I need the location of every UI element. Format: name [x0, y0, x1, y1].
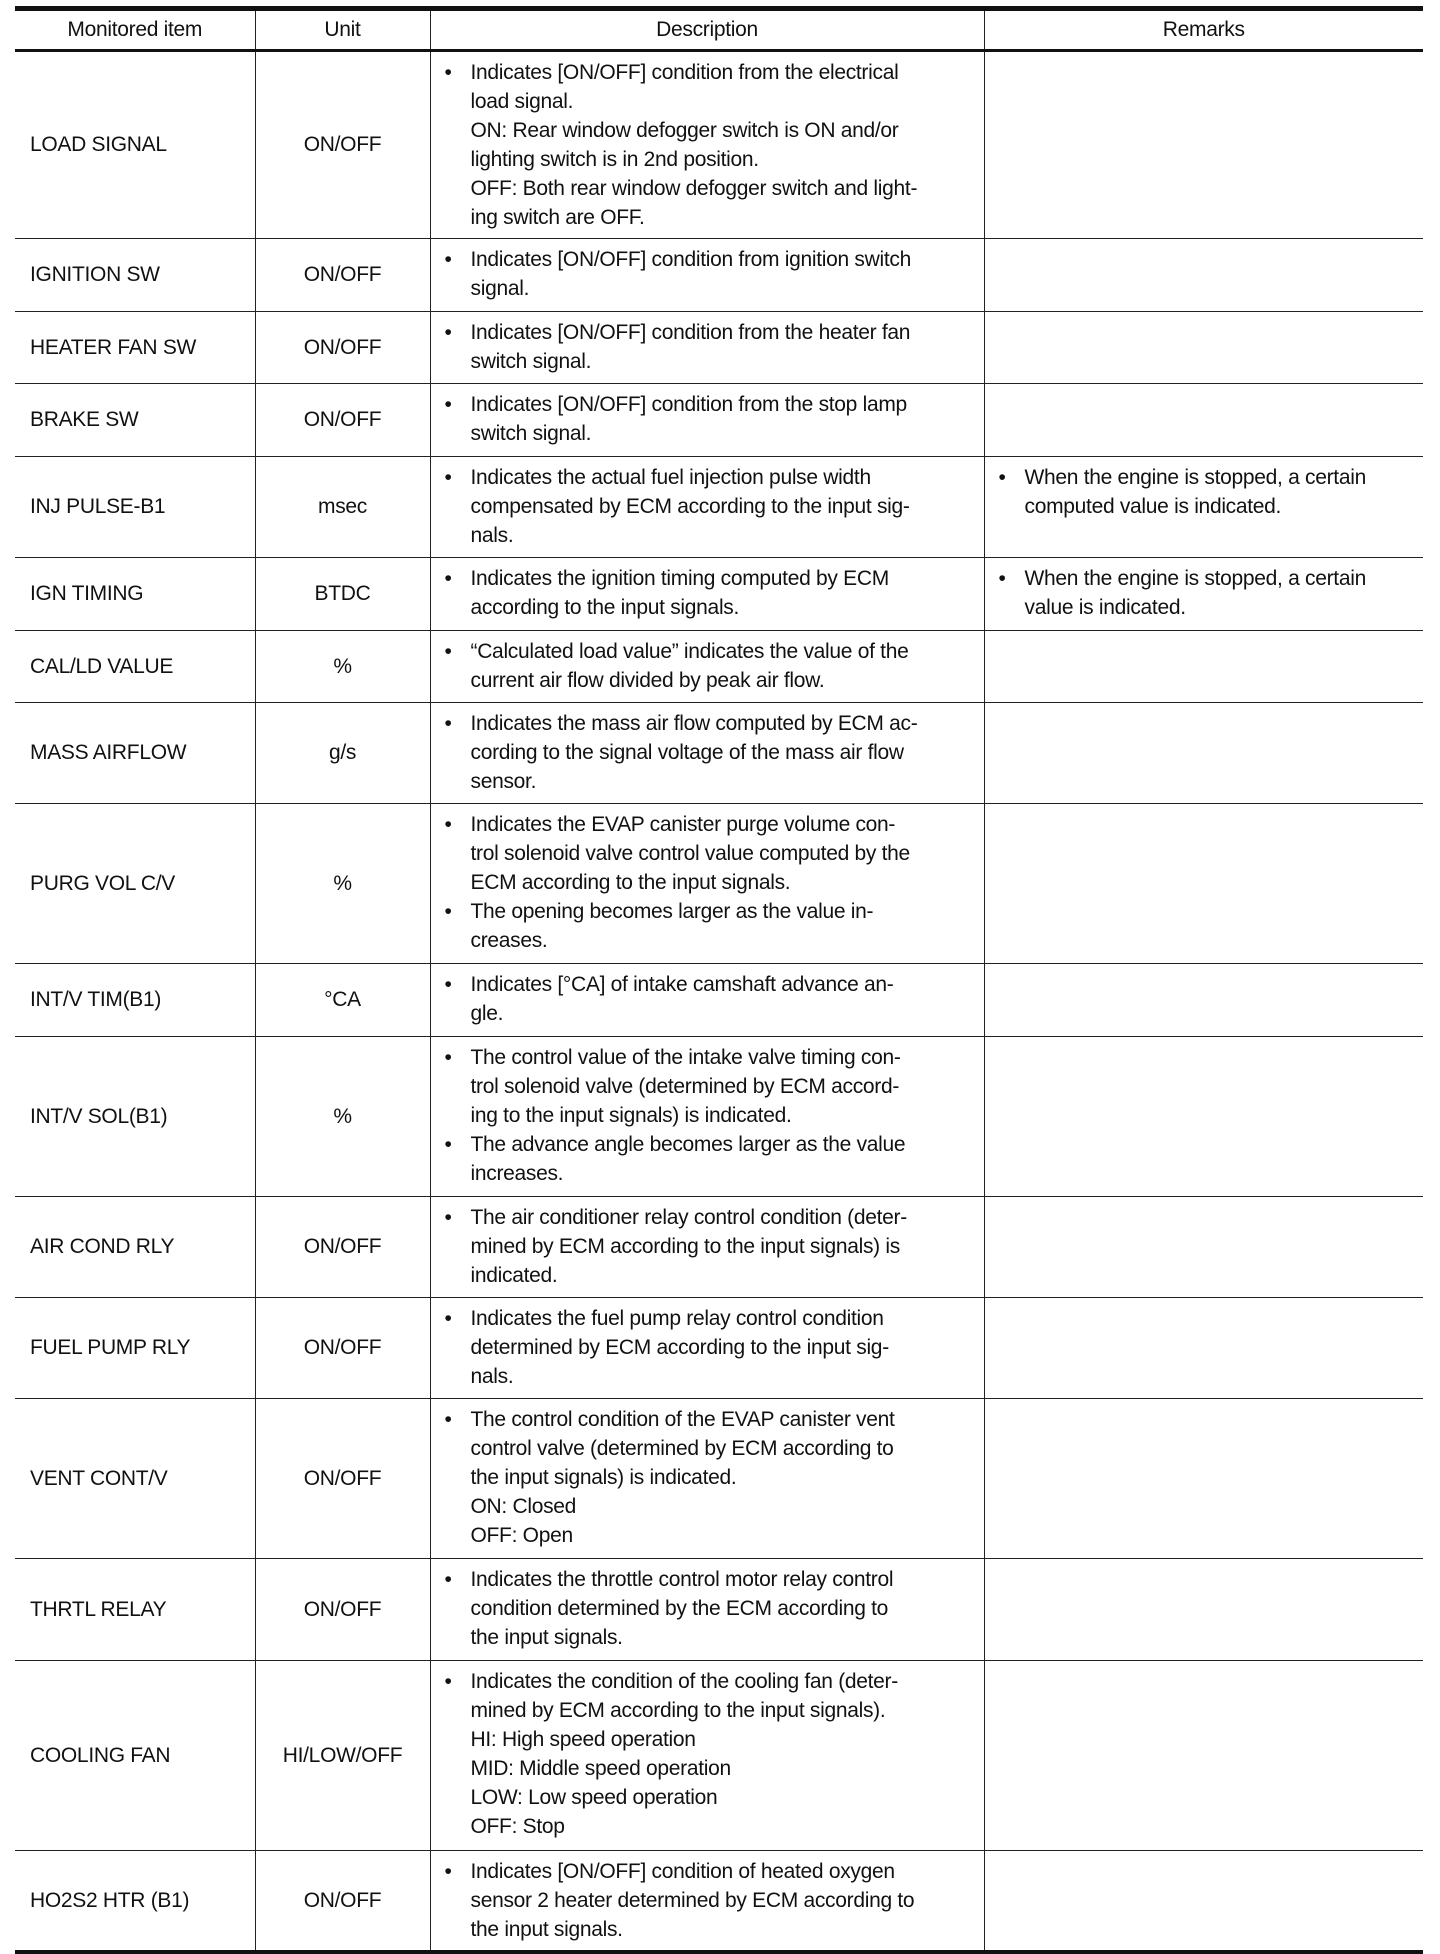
paragraph [471, 174, 976, 232]
remarks-cell [984, 964, 1423, 1037]
unit-cell: % [255, 804, 430, 964]
unit-cell: BTDC [255, 558, 430, 631]
text-line: Indicates the EVAP canister purge volume con- [470, 813, 896, 836]
text-line: signal. [470, 277, 530, 300]
bullet-icon: • [444, 393, 452, 416]
monitored-item-cell: VENT CONT/V [15, 1399, 255, 1559]
paragraph [444, 245, 976, 303]
monitored-item-cell: IGN TIMING [15, 558, 255, 631]
text-line: ing to the input signals) is indicated. [470, 1104, 792, 1127]
remarks-cell [984, 1851, 1423, 1953]
text-line: value is indicated. [1024, 596, 1186, 619]
text-line: Indicates the fuel pump relay control condition [470, 1307, 884, 1330]
bullet-icon: • [444, 1670, 452, 1693]
description-cell [430, 1399, 984, 1559]
description-cell [430, 384, 984, 457]
monitored-item-cell: FUEL PUMP RLY [15, 1298, 255, 1399]
text-line: trol solenoid valve control value computed by the [470, 842, 910, 865]
unit-cell: % [255, 631, 430, 703]
text-line: MID: Middle speed operation [470, 1757, 731, 1780]
paragraph [444, 1565, 976, 1652]
paragraph [444, 897, 976, 955]
text-line: Indicates the mass air flow computed by ECM ac- [470, 712, 918, 735]
description-cell [430, 1298, 984, 1399]
text-line: Indicates [ON/OFF] condition from the heater fan [470, 321, 911, 344]
paragraph [444, 1857, 976, 1944]
monitored-item-cell: PURG VOL C/V [15, 804, 255, 964]
table-row [15, 804, 1423, 964]
description-cell [430, 457, 984, 558]
text-line: mined by ECM according to the input signals) is [470, 1235, 900, 1258]
text-line: sensor 2 heater determined by ECM according to [470, 1889, 915, 1912]
description-cell [430, 1559, 984, 1661]
unit-cell: ON/OFF [255, 239, 430, 312]
remarks-cell [984, 239, 1423, 312]
text-line: the input signals. [470, 1918, 623, 1941]
text-line: Indicates [ON/OFF] condition from the stop lamp [470, 393, 907, 416]
text-line: The control condition of the EVAP canister vent [470, 1408, 895, 1431]
unit-cell: g/s [255, 703, 430, 804]
table-header-row [15, 9, 1423, 51]
text-line: according to the input signals. [470, 596, 740, 619]
bullet-icon: • [444, 1860, 452, 1883]
bullet-icon: • [444, 1408, 452, 1431]
paragraph [471, 1521, 976, 1550]
paragraph [444, 1667, 976, 1725]
unit-cell: HI/LOW/OFF [255, 1661, 430, 1851]
text-line: Indicates the throttle control motor relay control [470, 1568, 894, 1591]
remarks-cell [984, 1037, 1423, 1197]
description-cell [430, 1037, 984, 1197]
remarks-cell [984, 1559, 1423, 1661]
text-line: ing switch are OFF. [470, 206, 645, 229]
description-cell [430, 239, 984, 312]
text-line: cording to the signal voltage of the mass air flow [470, 741, 904, 764]
paragraph [444, 1130, 976, 1188]
text-line: The opening becomes larger as the value in- [470, 900, 874, 923]
unit-cell: ON/OFF [255, 1197, 430, 1298]
table-row [15, 1298, 1423, 1399]
paragraph [444, 1203, 976, 1290]
monitored-items-table [15, 6, 1423, 1954]
text-line: lighting switch is in 2nd position. [470, 148, 759, 171]
unit-cell: ON/OFF [255, 51, 430, 239]
monitored-item-cell: BRAKE SW [15, 384, 255, 457]
text-line: the input signals. [470, 1626, 623, 1649]
text-line: OFF: Open [470, 1524, 573, 1547]
text-line: Indicates the condition of the cooling fan (deter- [470, 1670, 898, 1693]
table-row [15, 1197, 1423, 1298]
text-line: switch signal. [470, 350, 592, 373]
monitored-item-cell: INJ PULSE-B1 [15, 457, 255, 558]
text-line: indicated. [470, 1264, 558, 1287]
description-cell [430, 51, 984, 239]
monitored-item-cell: MASS AIRFLOW [15, 703, 255, 804]
monitored-item-cell: LOAD SIGNAL [15, 51, 255, 239]
table-row [15, 703, 1423, 804]
paragraph [444, 390, 976, 448]
text-line: “Calculated load value” indicates the value of the [470, 640, 909, 663]
bullet-icon: • [444, 1206, 452, 1229]
text-line: ON: Closed [470, 1495, 577, 1518]
paragraph [444, 1043, 976, 1130]
text-line: ECM according to the input signals. [470, 871, 791, 894]
text-line: ON: Rear window defogger switch is ON and/or [470, 119, 899, 142]
bullet-icon: • [444, 1307, 452, 1330]
unit-cell: ON/OFF [255, 1399, 430, 1559]
bullet-icon: • [998, 567, 1006, 590]
monitored-item-cell: HO2S2 HTR (B1) [15, 1851, 255, 1953]
description-cell [430, 1197, 984, 1298]
table-row [15, 631, 1423, 703]
paragraph [471, 1783, 976, 1812]
unit-cell: °CA [255, 964, 430, 1037]
header-monitored-item: Monitored item [15, 9, 255, 51]
text-line: When the engine is stopped, a certain [1024, 567, 1366, 590]
text-line: mined by ECM according to the input signals). [470, 1699, 886, 1722]
paragraph [444, 318, 976, 376]
monitored-item-cell: COOLING FAN [15, 1661, 255, 1851]
paragraph [444, 463, 976, 550]
text-line: gle. [470, 1002, 504, 1025]
paragraph [998, 463, 1416, 521]
table-row [15, 1559, 1423, 1661]
bullet-icon: • [444, 640, 452, 663]
header-unit: Unit [255, 9, 430, 51]
paragraph [444, 810, 976, 897]
text-line: trol solenoid valve (determined by ECM accord- [470, 1075, 900, 1098]
text-line: creases. [470, 929, 548, 952]
table-row [15, 1851, 1423, 1953]
table-row [15, 239, 1423, 312]
monitored-item-cell: HEATER FAN SW [15, 312, 255, 384]
paragraph [444, 1304, 976, 1391]
text-line: When the engine is stopped, a certain [1024, 466, 1366, 489]
text-line: load signal. [470, 90, 574, 113]
bullet-icon: • [444, 61, 452, 84]
text-line: Indicates the actual fuel injection pulse width [470, 466, 871, 489]
unit-cell: ON/OFF [255, 1851, 430, 1953]
text-line: The advance angle becomes larger as the value [470, 1133, 906, 1156]
remarks-cell [984, 1661, 1423, 1851]
bullet-icon: • [444, 321, 452, 344]
text-line: Indicates [ON/OFF] condition from ignition switch [470, 248, 911, 271]
bullet-icon: • [444, 466, 452, 489]
description-cell [430, 1661, 984, 1851]
text-line: Indicates the ignition timing computed by ECM [470, 567, 889, 590]
paragraph [471, 1492, 976, 1521]
remarks-cell [984, 703, 1423, 804]
text-line: The air conditioner relay control condition (deter- [470, 1206, 907, 1229]
unit-cell: ON/OFF [255, 1559, 430, 1661]
remarks-cell [984, 804, 1423, 964]
header-description: Description [430, 9, 984, 51]
bullet-icon: • [444, 900, 452, 923]
bullet-icon: • [444, 813, 452, 836]
text-line: sensor. [470, 770, 537, 793]
description-cell [430, 964, 984, 1037]
paragraph [998, 564, 1416, 622]
text-line: condition determined by the ECM according to [470, 1597, 889, 1620]
monitored-item-cell: CAL/LD VALUE [15, 631, 255, 703]
bullet-icon: • [444, 1133, 452, 1156]
table-row [15, 384, 1423, 457]
paragraph [444, 58, 976, 116]
table-row [15, 51, 1423, 239]
table-row [15, 558, 1423, 631]
monitored-item-cell: AIR COND RLY [15, 1197, 255, 1298]
monitored-item-cell: INT/V TIM(B1) [15, 964, 255, 1037]
bullet-icon: • [444, 973, 452, 996]
unit-cell: ON/OFF [255, 384, 430, 457]
text-line: LOW: Low speed operation [470, 1786, 718, 1809]
table-row [15, 312, 1423, 384]
text-line: determined by ECM according to the input sig- [470, 1336, 889, 1359]
paragraph [444, 970, 976, 1028]
bullet-icon: • [998, 466, 1006, 489]
unit-cell: msec [255, 457, 430, 558]
text-line: current air flow divided by peak air flow. [470, 669, 825, 692]
monitored-item-cell: INT/V SOL(B1) [15, 1037, 255, 1197]
paragraph [471, 1725, 976, 1754]
description-cell [430, 558, 984, 631]
remarks-cell [984, 558, 1423, 631]
text-line: computed value is indicated. [1024, 495, 1282, 518]
bullet-icon: • [444, 712, 452, 735]
text-line: Indicates [°CA] of intake camshaft advance an- [470, 973, 894, 996]
bullet-icon: • [444, 1046, 452, 1069]
description-cell [430, 1851, 984, 1953]
description-cell [430, 703, 984, 804]
paragraph [444, 1405, 976, 1492]
remarks-cell [984, 631, 1423, 703]
paragraph [444, 637, 976, 695]
unit-cell: ON/OFF [255, 1298, 430, 1399]
paragraph [444, 709, 976, 796]
description-cell [430, 631, 984, 703]
paragraph [471, 116, 976, 174]
text-line: nals. [470, 1365, 514, 1388]
paragraph [471, 1812, 976, 1841]
text-line: The control value of the intake valve timing con- [470, 1046, 901, 1069]
text-line: compensated by ECM according to the input sig- [470, 495, 910, 518]
text-line: Indicates [ON/OFF] condition from the electrical [470, 61, 899, 84]
remarks-cell [984, 1197, 1423, 1298]
text-line: nals. [470, 524, 514, 547]
header-remarks: Remarks [984, 9, 1423, 51]
paragraph [444, 564, 976, 622]
text-line: OFF: Both rear window defogger switch and light- [470, 177, 918, 200]
table-row [15, 457, 1423, 558]
paragraph [471, 1754, 976, 1783]
remarks-cell [984, 384, 1423, 457]
unit-cell: % [255, 1037, 430, 1197]
text-line: increases. [470, 1162, 564, 1185]
remarks-cell [984, 1298, 1423, 1399]
text-line: Indicates [ON/OFF] condition of heated oxygen [470, 1860, 895, 1883]
table-row [15, 1399, 1423, 1559]
bullet-icon: • [444, 1568, 452, 1591]
monitored-item-cell: IGNITION SW [15, 239, 255, 312]
table-row [15, 964, 1423, 1037]
table-row [15, 1037, 1423, 1197]
bullet-icon: • [444, 248, 452, 271]
description-cell [430, 312, 984, 384]
bullet-icon: • [444, 567, 452, 590]
unit-cell: ON/OFF [255, 312, 430, 384]
table-row [15, 1661, 1423, 1851]
text-line: OFF: Stop [470, 1815, 565, 1838]
text-line: control valve (determined by ECM according to [470, 1437, 894, 1460]
monitored-item-cell: THRTL RELAY [15, 1559, 255, 1661]
remarks-cell [984, 457, 1423, 558]
description-cell [430, 804, 984, 964]
remarks-cell [984, 51, 1423, 239]
remarks-cell [984, 312, 1423, 384]
remarks-cell [984, 1399, 1423, 1559]
text-line: the input signals) is indicated. [470, 1466, 737, 1489]
text-line: switch signal. [470, 422, 592, 445]
text-line: HI: High speed operation [470, 1728, 696, 1751]
